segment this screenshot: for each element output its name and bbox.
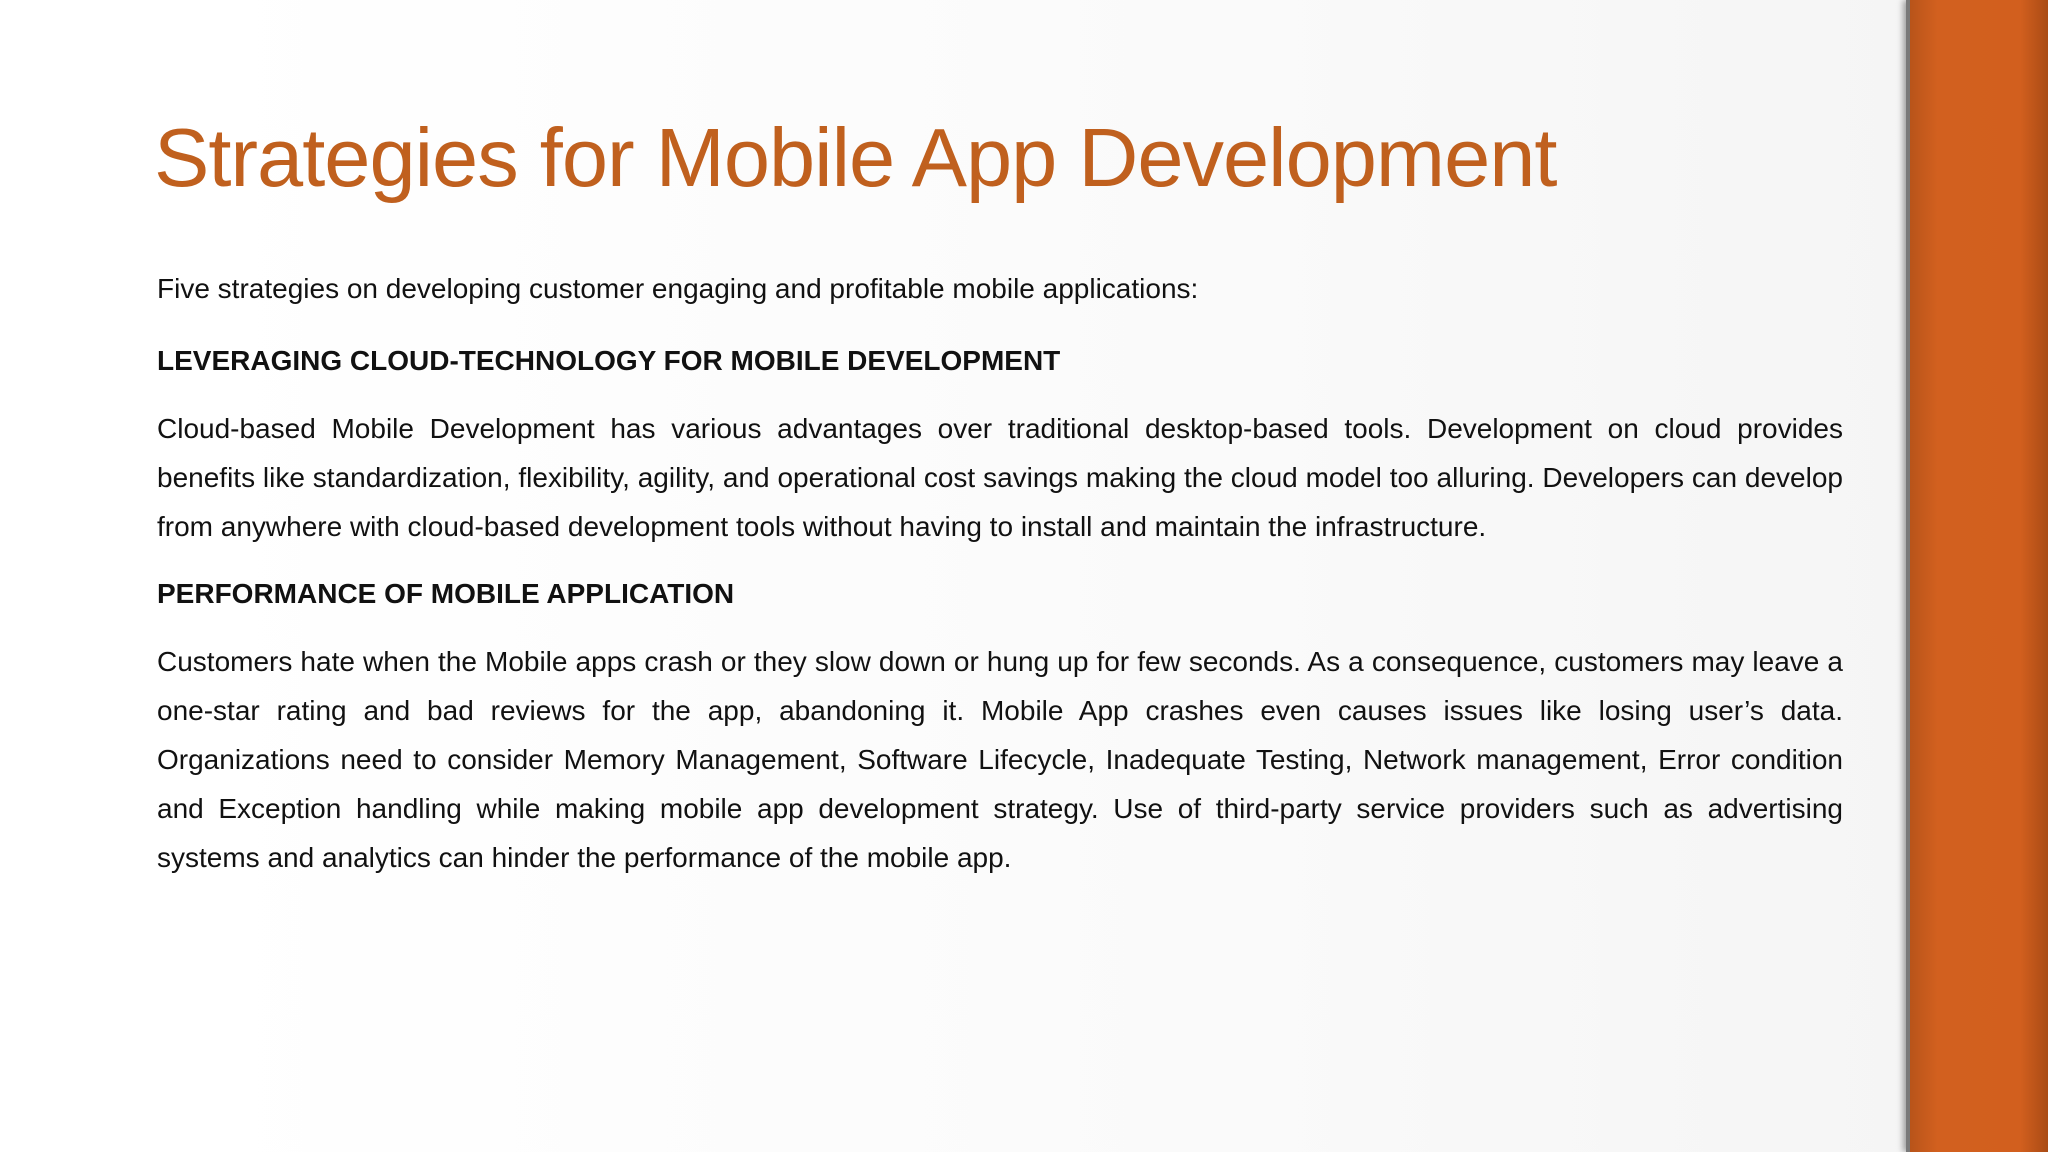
section-body: Customers hate when the Mobile apps crash or they slow down or hung up for few seconds. As a consequence, customers may leave a one-star rating and bad reviews for the app, abandoning it. Mobile App crashes even causes issues like losing user’s data. Organizations need to consider Memory Management, Software Lifecycle, Inadequate Testing, Network management, Error condition and Exception handling while making mobile app development strategy. Use of third-party service providers such as advertising systems and analytics can hinder the performance of the mobile app. xyxy=(157,646,1843,873)
intro-text: Five strategies on developing customer engaging and profitable mobile applications: xyxy=(157,273,1199,304)
slide-title: Strategies for Mobile App Development xyxy=(154,111,1557,204)
slide-content xyxy=(157,266,1843,902)
section-heading: LEVERAGING CLOUD-TECHNOLOGY FOR MOBILE DEVELOPMENT xyxy=(157,345,1061,376)
section-performance xyxy=(157,571,1843,882)
section-body: Cloud-based Mobile Development has various advantages over traditional desktop-based tools. Development on cloud provides benefits like standardization, flexibility, agility, and operational cost savings making the cloud model too alluring. Developers can develop from anywhere with cloud-based development tools without having to install and maintain the infrastructure. xyxy=(157,413,1843,542)
accent-bar xyxy=(1906,0,2048,1152)
section-cloud xyxy=(157,338,1843,551)
section-heading: PERFORMANCE OF MOBILE APPLICATION xyxy=(157,578,735,609)
